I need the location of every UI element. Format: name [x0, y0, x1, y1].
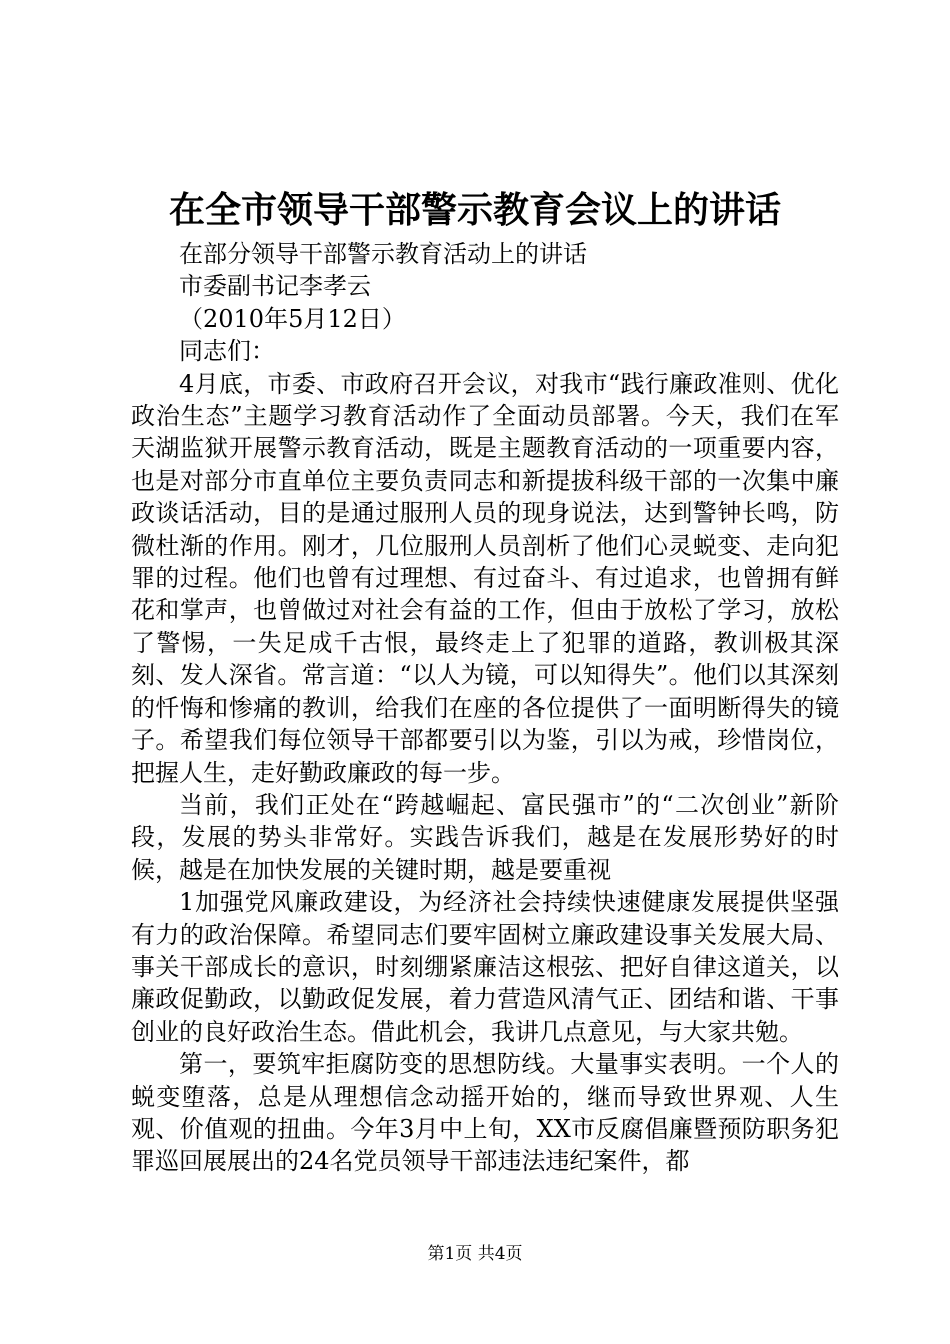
speaker-line: 市委副书记李孝云: [179, 272, 371, 301]
body-paragraph: 当前，我们正处在“跨越崛起、富民强市”的“二次创业”新阶段，发展的势头非常好。实践告诉我们，越是在发展形势好的时候，越是在加快发展的关键时期，越是要重视: [131, 790, 839, 884]
document-title: 在全市领导干部警示教育会议上的讲话: [168, 189, 781, 231]
salutation: 同志们：: [179, 337, 275, 366]
document-subtitle: 在部分领导干部警示教育活动上的讲话: [179, 240, 587, 268]
document-body: [131, 238, 839, 1178]
body-paragraph: 1加强党风廉政建设，为经济社会持续快速健康发展提供坚强有力的政治保障。希望同志们要牢固树立廉政建设事关发展大局、事关干部成长的意识，时刻绷紧廉洁这根弦、把好自律这道关，以廉政促勤政，以勤政促发展，着力营造风清气正、团结和谐、干事创业的良好政治生态。借此机会，我讲几点意见，与大家共勉。: [131, 888, 839, 1046]
body-paragraph: 第一，要筑牢拒腐防变的思想防线。大量事实表明。一个人的蜕变堕落，总是从理想信念动摇开始的，继而导致世界观、人生观、价值观的扭曲。今年3月中上旬，XX市反腐倡廉暨预防职务犯罪巡回展展出的24名党员领导干部违法违纪案件，都: [131, 1050, 839, 1176]
date-line: （2010年5月12日）: [179, 304, 406, 333]
body-paragraph: 4月底，市委、市政府召开会议，对我市“践行廉政准则、优化政治生态”主题学习教育活动作了全面动员部署。今天，我们在军天湖监狱开展警示教育活动，既是主题教育活动的一项重要内容，也是对部分市直单位主要负责同志和新提拔科级干部的一次集中廉政谈话活动，目的是通过服刑人员的现身说法，达到警钟长鸣，防微杜渐的作用。刚才，几位服刑人员剖析了他们心灵蜕变、走向犯罪的过程。他们也曾有过理想、有过奋斗、有过追求，也曾拥有鲜花和掌声，也曾做过对社会有益的工作，但由于放松了学习，放松了警惕，一失足成千古恨，最终走上了犯罪的道路，教训极其深刻、发人深省。常言道：“以人为镜，可以知得失”。他们以其深刻的忏悔和惨痛的教训，给我们在座的各位提供了一面明断得失的镜子。希望我们每位领导干部都要引以为鉴，引以为戒，珍惜岗位，把握人生，走好勤政廉政的每一步。: [131, 369, 839, 787]
page-number-footer: 第1页 共4页: [427, 1244, 523, 1264]
